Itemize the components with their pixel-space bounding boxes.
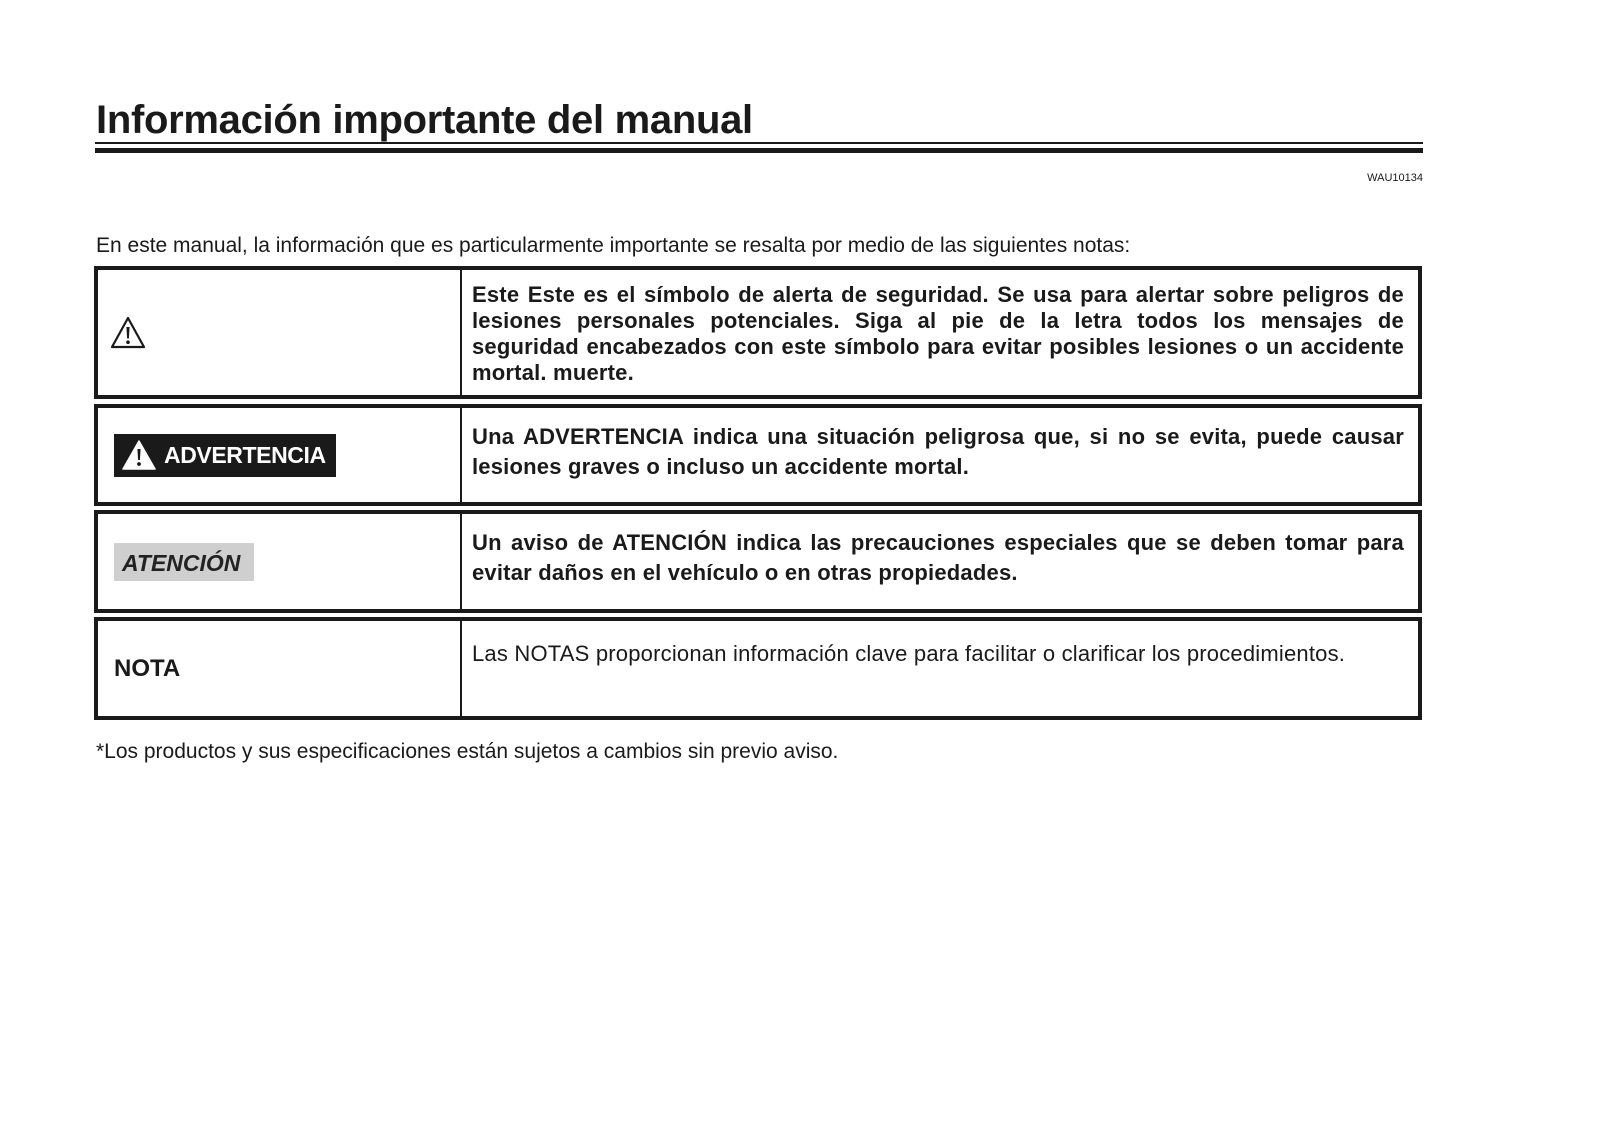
warning-triangle-icon xyxy=(122,440,156,470)
advertencia-badge xyxy=(114,434,336,477)
note-text-cell xyxy=(462,621,1418,716)
title-rule-thick xyxy=(95,148,1423,153)
title-rule-thin xyxy=(95,142,1423,144)
note-text: Las NOTAS proporcionan información clave para facilitar o clarificar los procedimientos. xyxy=(472,641,1346,666)
note-text: Una ADVERTENCIA indica una situación peligrosa que, si no se evita, puede causar lesiones graves o incluso un accidente mortal. xyxy=(472,424,1404,479)
advertencia-label: ADVERTENCIA xyxy=(164,441,326,468)
nota-label: NOTA xyxy=(114,654,181,682)
note-text-cell xyxy=(462,408,1418,502)
note-box-advertencia xyxy=(94,404,1422,506)
note-box-safety-alert xyxy=(94,266,1422,399)
note-box-atencion xyxy=(94,510,1422,613)
intro-text: En este manual, la información que es particularmente importante se resalta por medio de las siguientes notas: xyxy=(96,234,1131,257)
note-box-nota xyxy=(94,617,1422,720)
footnote: *Los productos y sus especificaciones están sujetos a cambios sin previo aviso. xyxy=(96,740,839,763)
note-label-cell xyxy=(98,621,462,716)
page-title: Información importante del manual xyxy=(96,98,753,142)
note-label-cell xyxy=(98,270,462,395)
safety-alert-triangle-icon xyxy=(110,316,146,349)
note-text: Este Este es el símbolo de alerta de seguridad. Se usa para alertar sobre peligros de lesiones personales potenciales. Siga al pie de la letra todos los mensajes de seguridad encabezados con este símbolo para evitar posibles lesiones o un accidente mortal. muerte. xyxy=(472,282,1404,385)
note-label-cell xyxy=(98,514,462,609)
atencion-badge: ATENCIÓN xyxy=(114,543,254,581)
note-text: Un aviso de ATENCIÓN indica las precauciones especiales que se deben tomar para evitar daños en el vehículo o en otras propiedades. xyxy=(472,530,1404,585)
note-text-cell xyxy=(462,514,1418,609)
document-code: WAU10134 xyxy=(1367,172,1423,184)
note-text-cell xyxy=(462,270,1418,395)
note-label-cell xyxy=(98,408,462,502)
